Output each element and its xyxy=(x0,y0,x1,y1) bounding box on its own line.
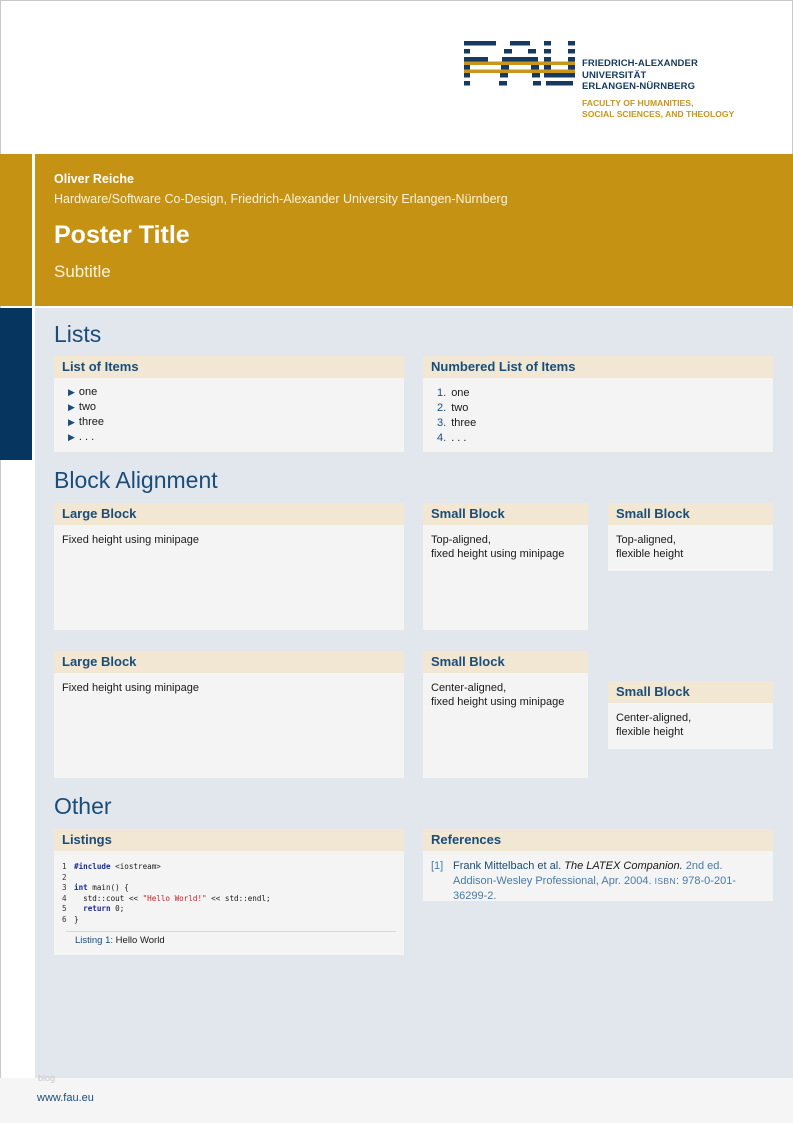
triangle-bullet-icon: ▶ xyxy=(68,432,75,442)
reference-isbn: : 978-0-201-36299-2. xyxy=(453,875,736,902)
block-title: Small Block xyxy=(608,503,773,525)
block-title: Listings xyxy=(54,829,404,851)
triangle-bullet-icon: ▶ xyxy=(68,417,75,427)
block-text-line: Top-aligned, xyxy=(431,534,491,546)
small-block-center-flex xyxy=(608,681,773,749)
reference-entry xyxy=(431,859,765,904)
list-item: ▶ one xyxy=(68,386,98,398)
section-accent-bar xyxy=(0,308,32,460)
reference-isbn-label: ISBN xyxy=(654,876,677,886)
affiliation: Hardware/Software Co-Design, Friedrich-Alexander University Erlangen-Nürnberg xyxy=(54,192,508,206)
triangle-bullet-icon: ▶ xyxy=(68,387,75,397)
list-item: 4. . . . xyxy=(437,432,467,444)
list-item: ▶ two xyxy=(68,401,97,413)
code-line: 5 return 0; xyxy=(62,904,125,913)
university-name xyxy=(582,58,698,93)
section-title-other: Other xyxy=(54,793,112,819)
faculty-line-1: FACULTY OF HUMANITIES, xyxy=(582,98,694,108)
numbered-list xyxy=(431,386,765,446)
poster-title: Poster Title xyxy=(54,221,190,249)
university-line-3: ERLANGEN-NÜRNBERG xyxy=(582,81,696,92)
bullet-list xyxy=(62,385,396,445)
block-text: Fixed height using minipage xyxy=(62,534,199,546)
references-block xyxy=(423,829,773,901)
fau-logo xyxy=(464,41,754,121)
triangle-bullet-icon: ▶ xyxy=(68,402,75,412)
list-item: 1. one xyxy=(437,387,470,399)
fau-wordmark-icon xyxy=(464,41,576,89)
block-title: Small Block xyxy=(608,681,773,703)
author-name: Oliver Reiche xyxy=(54,172,134,186)
code-line: 1 #include <iostream> xyxy=(62,862,161,871)
block-title: References xyxy=(423,829,773,851)
footer-url-link[interactable]: www.fau.eu xyxy=(37,1092,94,1104)
code-line: 6 } xyxy=(62,914,79,924)
faculty-name xyxy=(582,98,734,120)
block-title: Small Block xyxy=(423,503,588,525)
list-item: ▶ three xyxy=(68,416,104,428)
listing-caption xyxy=(62,936,396,947)
block-text-line: fixed height using minipage xyxy=(431,696,565,708)
title-band xyxy=(35,154,793,306)
block-title: Large Block xyxy=(54,651,404,673)
block-title: Large Block xyxy=(54,503,404,525)
reference-details: 2nd ed. Addison-Wesley Professional, Apr. 2004. xyxy=(453,860,723,887)
faculty-line-2: SOCIAL SCIENCES, AND THEOLOGY xyxy=(582,109,735,119)
poster-subtitle: Subtitle xyxy=(54,262,111,281)
university-line-2: UNIVERSITÄT xyxy=(582,69,647,81)
list-of-items-block xyxy=(54,356,404,452)
list-item: 2. two xyxy=(437,402,469,414)
block-title: List of Items xyxy=(54,356,404,378)
section-title-lists: Lists xyxy=(54,321,102,347)
code-line: 3 int main() { xyxy=(62,883,129,892)
numbered-list-block xyxy=(423,356,773,452)
block-text-line: Center-aligned, xyxy=(431,682,507,694)
code-line: 2 xyxy=(62,872,67,882)
reference-author: Frank Mittelbach et al. xyxy=(453,860,562,872)
block-text-line: fixed height using minipage xyxy=(431,548,565,560)
block-text: Fixed height using minipage xyxy=(62,682,199,694)
university-line-1: FRIEDRICH-ALEXANDER xyxy=(582,58,698,69)
large-block-row2 xyxy=(54,651,404,778)
block-text-line: flexible height xyxy=(616,726,684,738)
small-block-center-fixed xyxy=(423,651,588,778)
footer xyxy=(0,1078,793,1123)
footer-blog: blog xyxy=(38,1073,56,1083)
block-title: Numbered List of Items xyxy=(423,356,773,378)
reference-number: [1] xyxy=(431,860,444,872)
code-listing xyxy=(54,851,404,947)
small-block-top-fixed xyxy=(423,503,588,630)
block-title: Small Block xyxy=(423,651,588,673)
code-line: 4 std::cout << "Hello World!" << std::endl; xyxy=(62,893,271,903)
listings-block xyxy=(54,829,404,955)
caption-text: Hello World xyxy=(115,935,165,946)
block-text-line: Top-aligned, xyxy=(616,534,676,546)
title-band-accent xyxy=(0,154,32,306)
block-text-line: flexible height xyxy=(616,548,684,560)
section-title-block-alignment: Block Alignment xyxy=(54,467,218,493)
block-text-line: Center-aligned, xyxy=(616,712,692,724)
list-item: ▶ . . . xyxy=(68,431,95,443)
list-item: 3. three xyxy=(437,417,477,429)
large-block-row1 xyxy=(54,503,404,630)
caption-divider xyxy=(66,931,396,932)
caption-label: Listing 1: xyxy=(75,935,114,946)
small-block-top-flex xyxy=(608,503,773,571)
reference-book: The LATEX Companion. xyxy=(564,860,683,872)
